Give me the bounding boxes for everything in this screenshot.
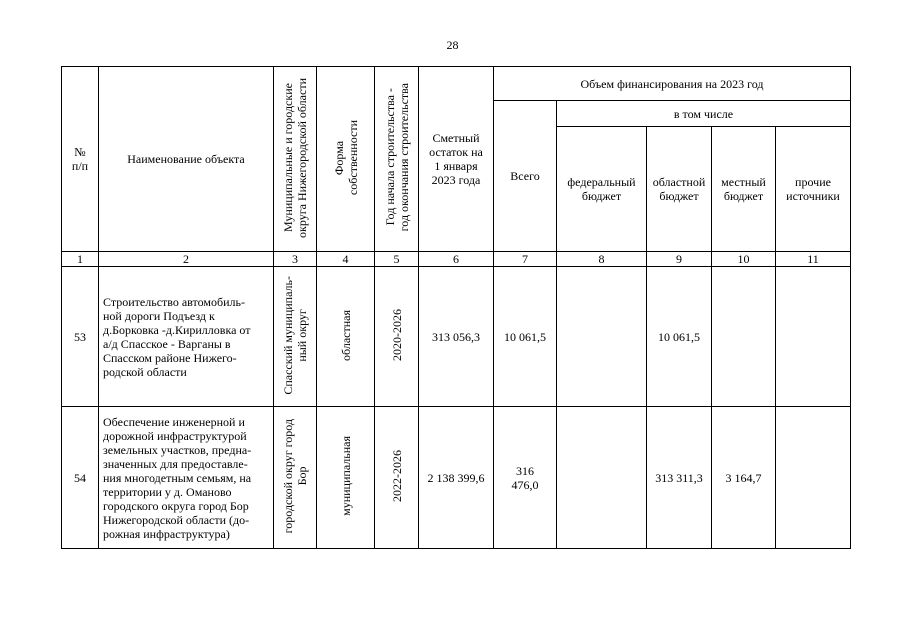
header-ownership-text: Форма собственности (331, 119, 360, 196)
row-num: 54 (62, 407, 99, 549)
row-municipality-text: Спасский муниципаль- ный округ (281, 275, 309, 395)
col-number: 5 (375, 252, 419, 267)
header-ownership (317, 67, 375, 252)
row-ownership (317, 407, 375, 549)
row-years (375, 267, 419, 407)
col-number: 2 (99, 252, 274, 267)
col-number: 1 (62, 252, 99, 267)
row-num: 53 (62, 267, 99, 407)
row-ownership-text: муниципальная (338, 436, 353, 516)
header-municipality-text: Муниципальные и городские округа Нижегородской области (281, 77, 309, 238)
header-regional: областной бюджет (647, 127, 712, 252)
table-row (62, 267, 851, 407)
page-number: 28 (446, 38, 459, 52)
header-estimate: Сметный остаток на 1 января 2023 года (419, 67, 494, 252)
row-years-text: 2022-2026 (389, 450, 404, 502)
row-years (375, 407, 419, 549)
row-regional: 313 311,3 (647, 407, 712, 549)
header-other: прочие источники (776, 127, 851, 252)
header-funding: Объем финансирования на 2023 год (494, 67, 851, 101)
col-number: 8 (557, 252, 647, 267)
row-other (776, 407, 851, 549)
row-years-text: 2020-2026 (389, 309, 404, 361)
row-local: 3 164,7 (712, 407, 776, 549)
row-estimate: 313 056,3 (419, 267, 494, 407)
row-municipality (274, 267, 317, 407)
row-name: Строительство автомобиль- ной дороги Подъезд к д.Борковка -д.Кирилловка от а/д Спасское - Варганы в Спасском районе Нижего- родской области (99, 267, 274, 407)
table-row (62, 407, 851, 549)
row-regional: 10 061,5 (647, 267, 712, 407)
header-municipality (274, 67, 317, 252)
col-number: 3 (274, 252, 317, 267)
col-number: 10 (712, 252, 776, 267)
financing-table (61, 66, 851, 549)
header-including: в том числе (557, 101, 851, 127)
header-total: Всего (494, 101, 557, 252)
row-federal (557, 267, 647, 407)
row-other (776, 267, 851, 407)
col-number: 4 (317, 252, 375, 267)
row-total: 316 476,0 (494, 407, 557, 549)
header-federal: федеральный бюджет (557, 127, 647, 252)
col-number: 6 (419, 252, 494, 267)
row-ownership (317, 267, 375, 407)
header-local: местный бюджет (712, 127, 776, 252)
col-number: 9 (647, 252, 712, 267)
header-num: № п/п (62, 67, 99, 252)
header-years-text: Год начала строительства - год окончания строительства (382, 83, 411, 232)
row-estimate: 2 138 399,6 (419, 407, 494, 549)
row-local (712, 267, 776, 407)
row-name: Обеспечение инженерной и дорожной инфраструктурой земельных участков, предна- значенных для предоставле- ния многодетным семьям, на территории у д. Оманово городского округа город Бор Нижегородской области (до- рожная инфраструктура) (99, 407, 274, 549)
col-number: 7 (494, 252, 557, 267)
header-name: Наименование объекта (99, 67, 274, 252)
column-numbers-row (62, 252, 851, 267)
col-number: 11 (776, 252, 851, 267)
row-municipality-text: городской округ город Бор (281, 418, 309, 534)
row-total: 10 061,5 (494, 267, 557, 407)
row-municipality (274, 407, 317, 549)
row-federal (557, 407, 647, 549)
header-years (375, 67, 419, 252)
row-ownership-text: областная (338, 309, 353, 361)
